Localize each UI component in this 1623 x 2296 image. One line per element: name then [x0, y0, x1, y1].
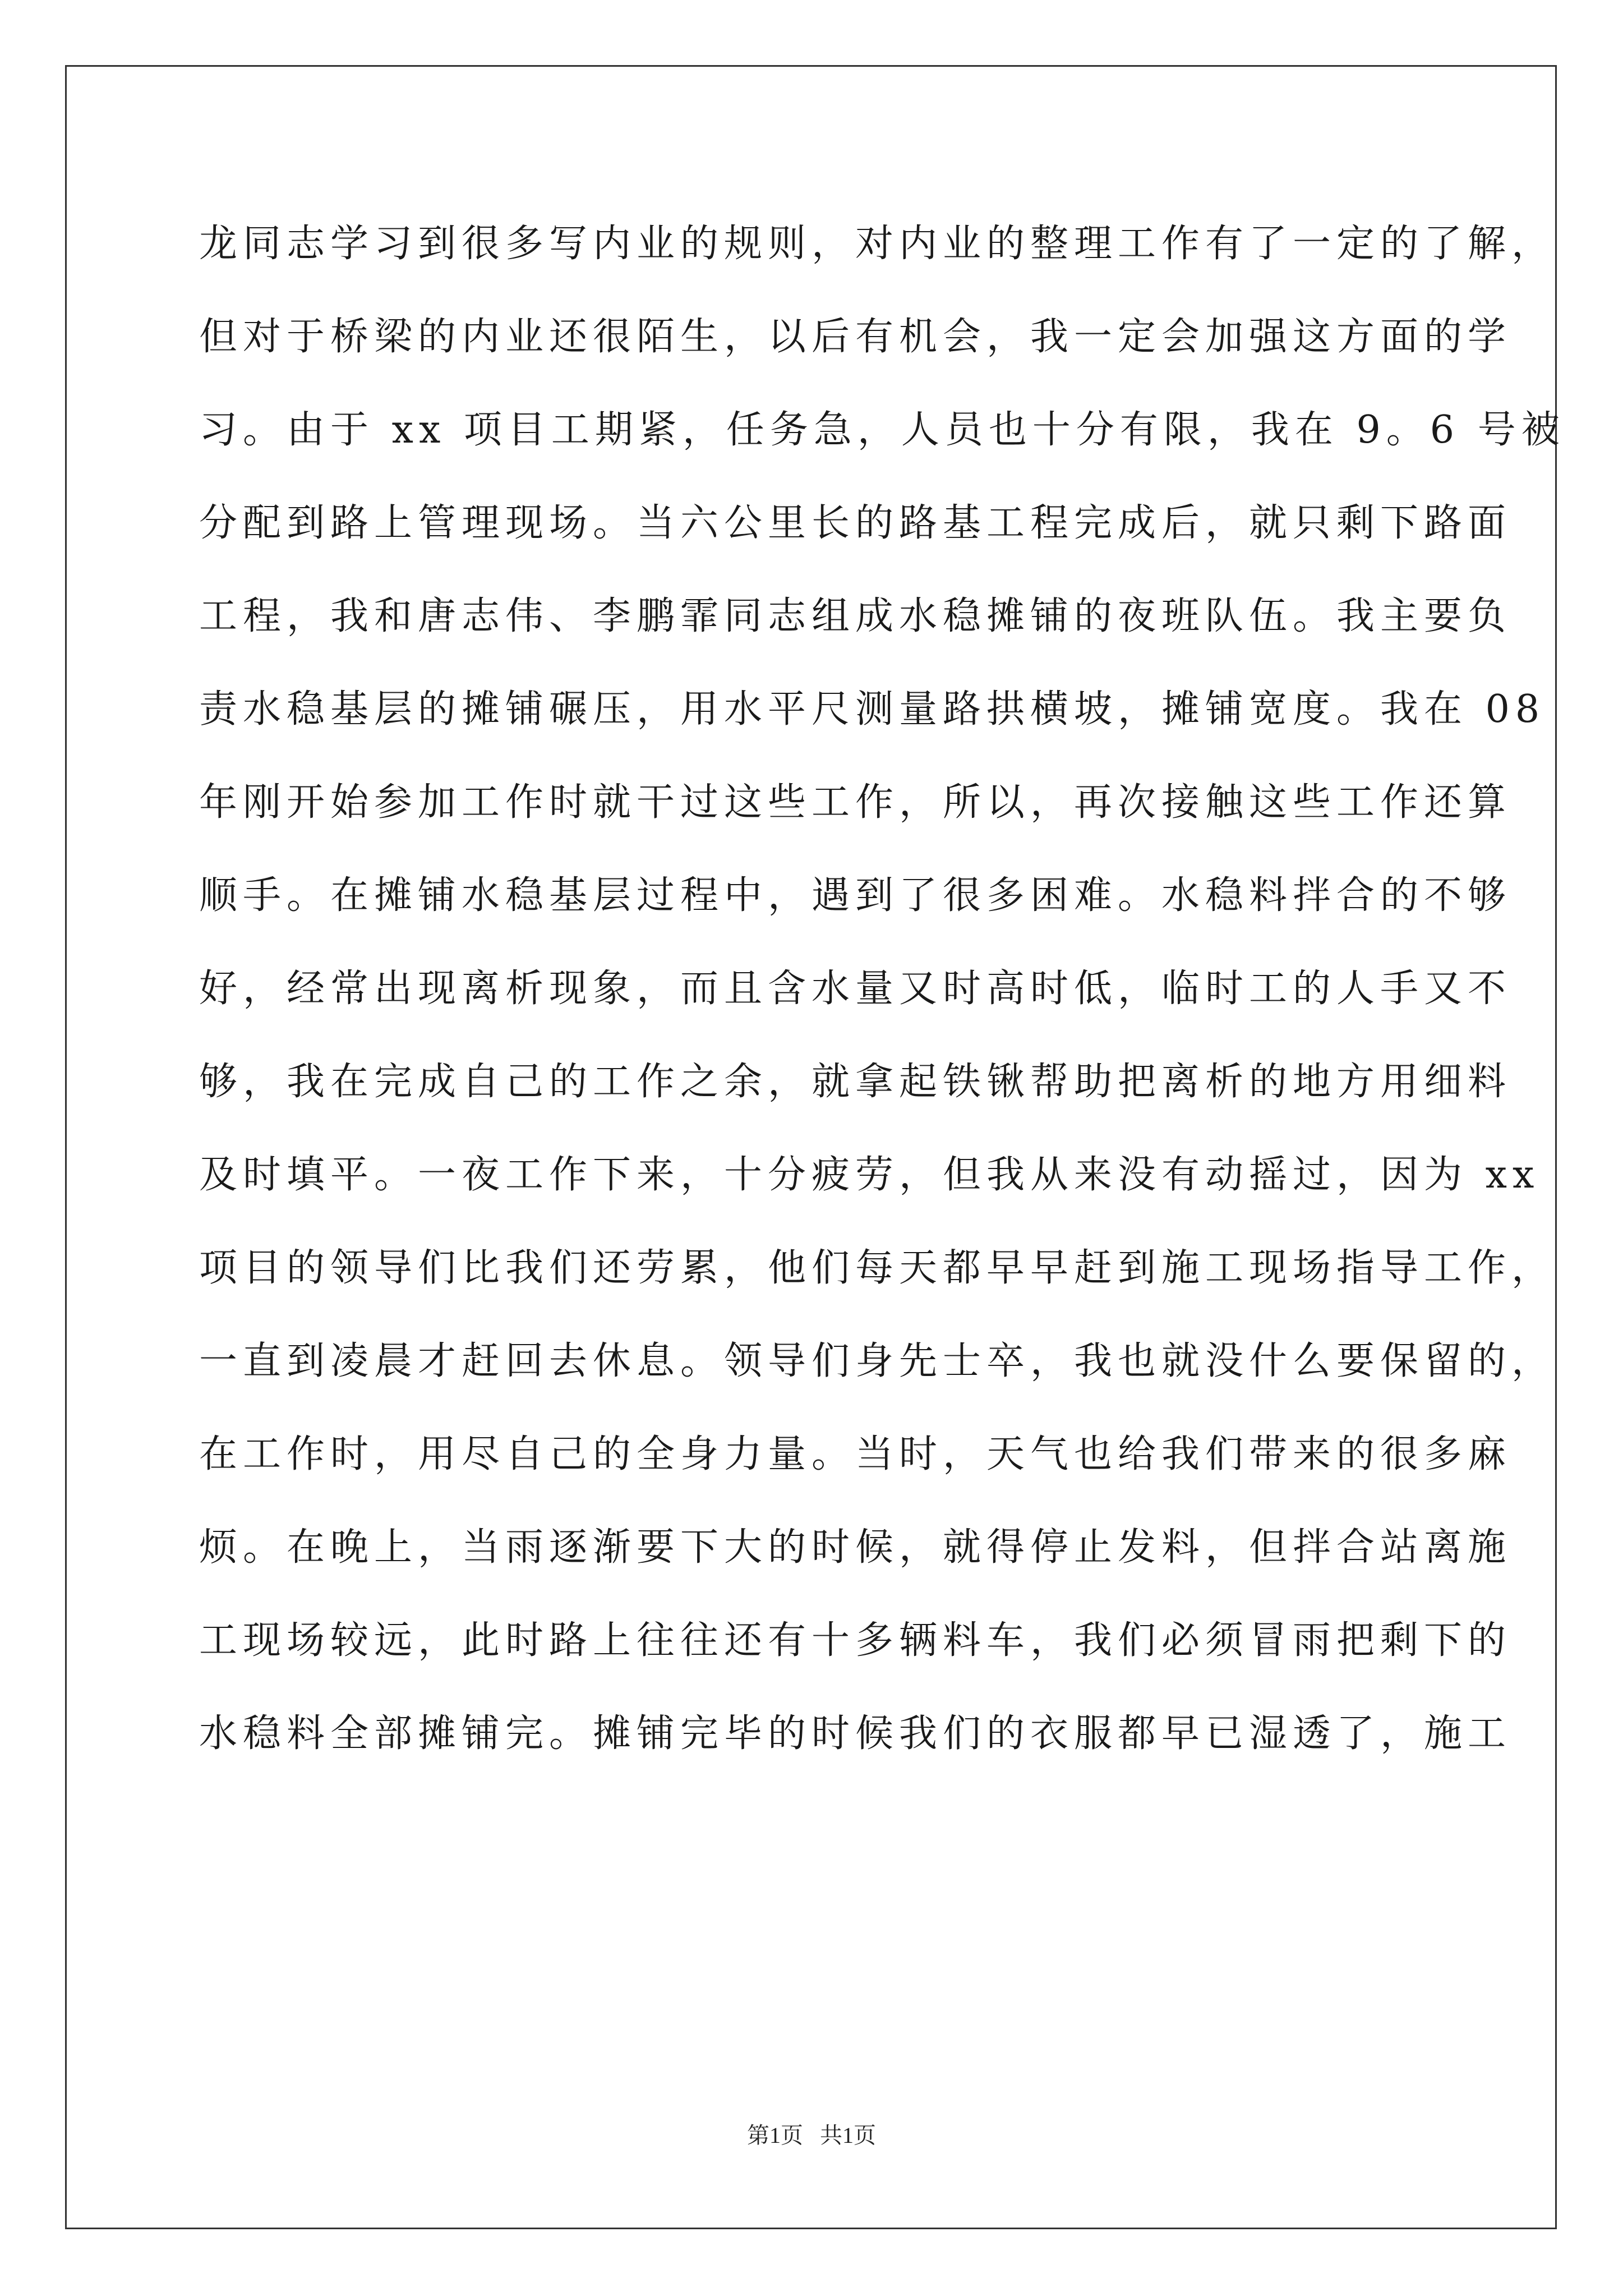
text-line: 在工作时，用尽自己的全身力量。当时，天气也给我们带来的很多麻 — [199, 1432, 1512, 1476]
text-line: 但对于桥梁的内业还很陌生，以后有机会，我一定会加强这方面的学 — [199, 315, 1512, 359]
page-footer: 第1页 共1页 — [747, 2123, 876, 2148]
text-line: 责水稳基层的摊铺碾压，用水平尺测量路拱横坡，摊铺宽度。我在 08 — [199, 687, 1546, 731]
text-line: 龙同志学习到很多写内业的规则，对内业的整理工作有了一定的了解， — [199, 222, 1556, 266]
text-line: 项目的领导们比我们还劳累，他们每天都早早赶到施工现场指导工作， — [199, 1246, 1556, 1290]
document-body — [199, 197, 1565, 1780]
text-line: 好，经常出现离析现象，而且含水量又时高时低，临时工的人手又不 — [199, 967, 1512, 1011]
text-line: 水稳料全部摊铺完。摊铺完毕的时候我们的衣服都早已湿透了，施工 — [199, 1711, 1512, 1756]
text-line: 及时填平。一夜工作下来，十分疲劳，但我从来没有动摇过，因为 xx — [199, 1153, 1540, 1197]
text-line: 一直到凌晨才赶回去休息。领导们身先士卒，我也就没什么要保留的， — [199, 1339, 1556, 1383]
text-line: 够，我在完成自己的工作之余，就拿起铁锹帮助把离析的地方用细料 — [199, 1060, 1512, 1104]
text-line: 年刚开始参加工作时就干过这些工作，所以，再次接触这些工作还算 — [199, 780, 1512, 825]
text-line: 烦。在晚上，当雨逐渐要下大的时候，就得停止发料，但拌合站离施 — [199, 1525, 1512, 1570]
text-line: 工程，我和唐志伟、李鹏霏同志组成水稳摊铺的夜班队伍。我主要负 — [199, 594, 1512, 638]
text-line: 工现场较远，此时路上往往还有十多辆料车，我们必须冒雨把剩下的 — [199, 1618, 1512, 1663]
text-line: 习。由于 xx 项目工期紧，任务急，人员也十分有限，我在 9。6 号被 — [199, 408, 1565, 452]
text-line: 分配到路上管理现场。当六公里长的路基工程完成后，就只剩下路面 — [199, 501, 1512, 545]
text-line: 顺手。在摊铺水稳基层过程中，遇到了很多困难。水稳料拌合的不够 — [199, 873, 1512, 918]
